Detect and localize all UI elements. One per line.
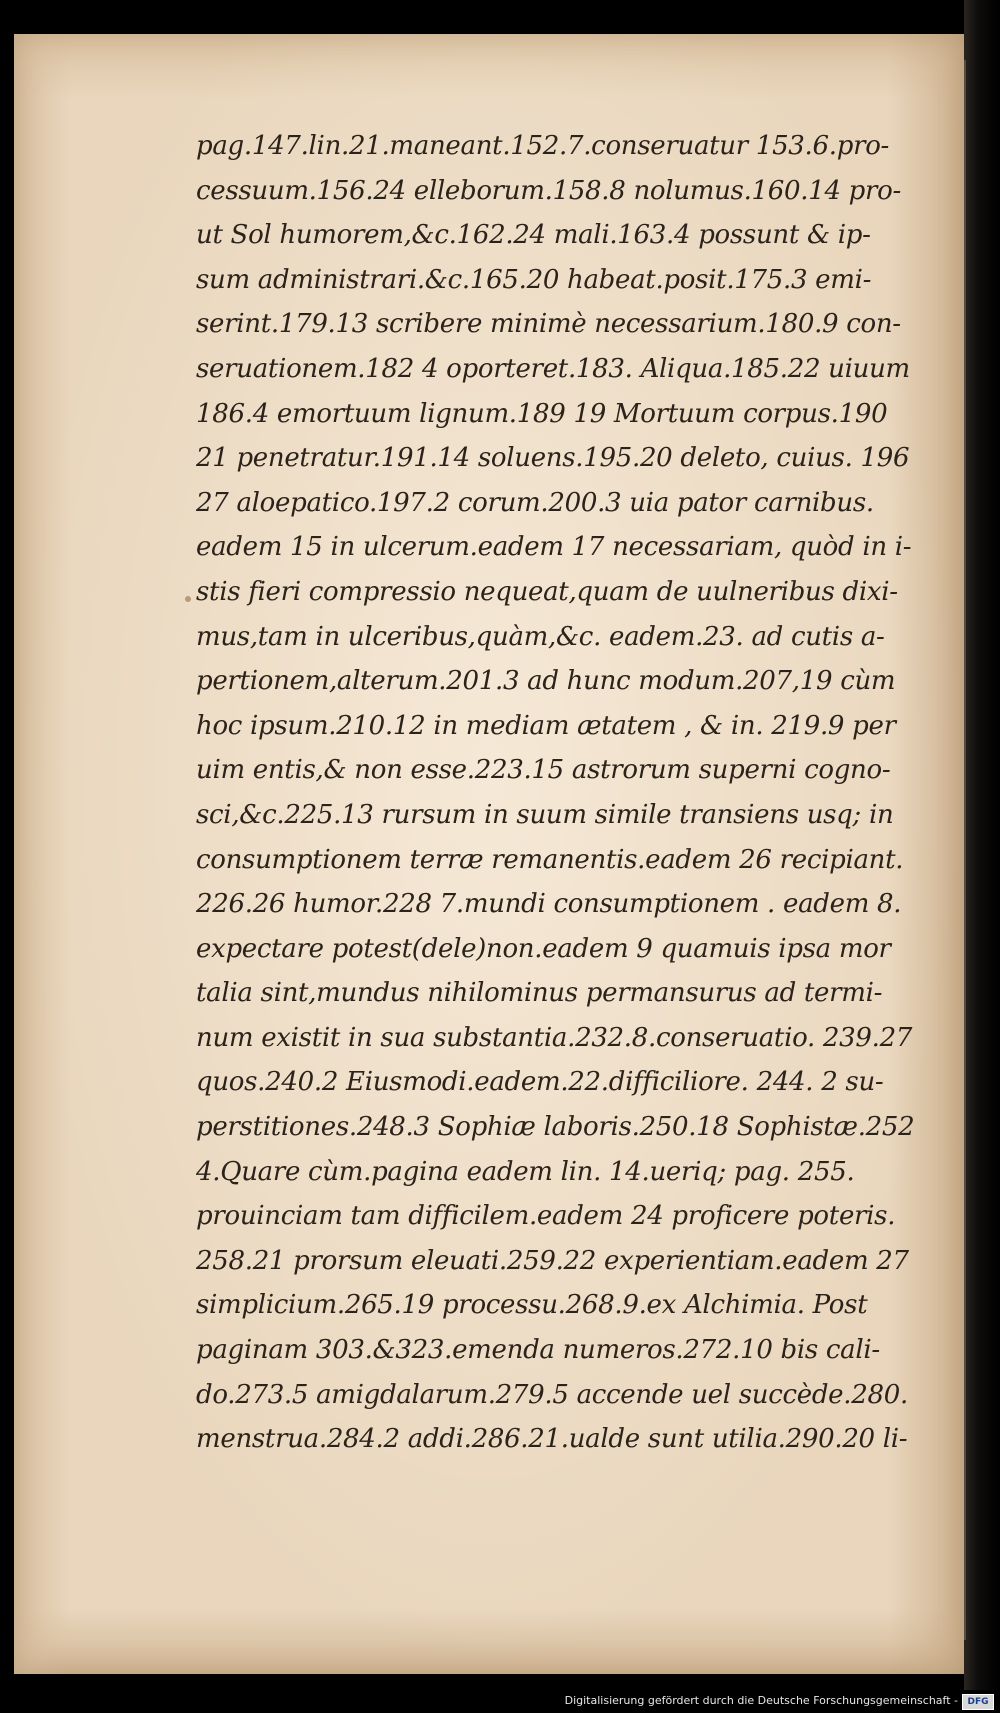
funding-credit: Digitalisierung gefördert durch die Deutsche Forschungsgemeinschaft - [564,1694,958,1707]
text-line: 21 penetratur.191.14 soluens.195.20 deleto, cuius. 196 [196,443,910,474]
book-edge [964,0,1000,1690]
text-line: 27 aloepatico.197.2 corum.200.3 uia pator carnibus. [196,487,874,518]
text-line: prouinciam tam difficilem.eadem 24 proficere poteris. [196,1201,896,1232]
text-line: 186.4 emortuum lignum.189 19 Mortuum corpus.190 [196,398,888,429]
text-line: eadem 15 in ulcerum.eadem 17 necessariam, quòd in i- [196,532,912,563]
text-line: hoc ipsum.210.12 in mediam ætatem , & in. 219.9 per [196,710,896,741]
text-line: expectare potest(dele)non.eadem 9 quamuis ipsa mor [196,933,891,964]
text-line: sum administrari.&c.165.20 habeat.posit.175.3 emi- [196,264,872,295]
text-line: simplicium.265.19 processu.268.9.ex Alchimia. Post [196,1290,868,1321]
text-line: 4.Quare cùm.pagina eadem lin. 14.ueriq; pag. 255. [196,1156,855,1187]
text-line: perstitiones.248.3 Sophiæ laboris.250.18 Sophistæ.252 [196,1112,915,1143]
text-line: sci,&c.225.13 rursum in suum simile transiens usq; in [196,799,894,830]
text-line: cessuum.156.24 elleborum.158.8 nolumus.160.14 pro- [196,175,901,206]
text-line: menstrua.284.2 addi.286.21.ualde sunt utilia.290.20 li- [196,1424,908,1455]
text-line: ut Sol humorem,&c.162.24 mali.163.4 possunt & ip- [196,220,871,251]
text-line: pertionem,alterum.201.3 ad hunc modum.207,19 cùm [196,666,896,697]
text-line: serint.179.13 scribere minimè necessarium.180.9 con- [196,309,901,340]
dfg-logo: DFG [962,1694,994,1710]
ink-spot [185,596,191,602]
text-line: uim entis,& non esse.223.15 astrorum superni cogno- [196,755,891,786]
text-line: pag.147.lin.21.maneant.152.7.conseruatur 153.6.pro- [196,131,890,161]
text-line: mus,tam in ulceribus,quàm,&c. eadem.23. ad cutis a- [196,621,885,652]
text-line: paginam 303.&323.emenda numeros.272.10 bis cali- [196,1335,880,1366]
text-line: quos.240.2 Eiusmodi.eadem.22.difficiliore. 244. 2 su- [196,1067,884,1098]
text-line: num existit in sua substantia.232.8.conseruatio. 239.27 [196,1022,913,1053]
text-line: do.273.5 amigdalarum.279.5 accende uel succède.280. [196,1379,908,1410]
text-line: 258.21 prorsum eleuati.259.22 experientiam.eadem 27 [196,1245,909,1276]
text-line: consumptionem terræ remanentis.eadem 26 recipiant. [196,844,904,875]
text-line: 226.26 humor.228 7.mundi consumptionem . eadem 8. [196,889,902,920]
text-line: talia sint,mundus nihilominus permansurus ad termi- [196,978,883,1009]
errata-text-block [196,124,936,1462]
text-line: seruationem.182 4 oporteret.183. Aliqua.185.22 uiuum [196,353,910,384]
text-line: stis fieri compressio nequeat,quam de uulneribus dixi- [196,576,898,607]
